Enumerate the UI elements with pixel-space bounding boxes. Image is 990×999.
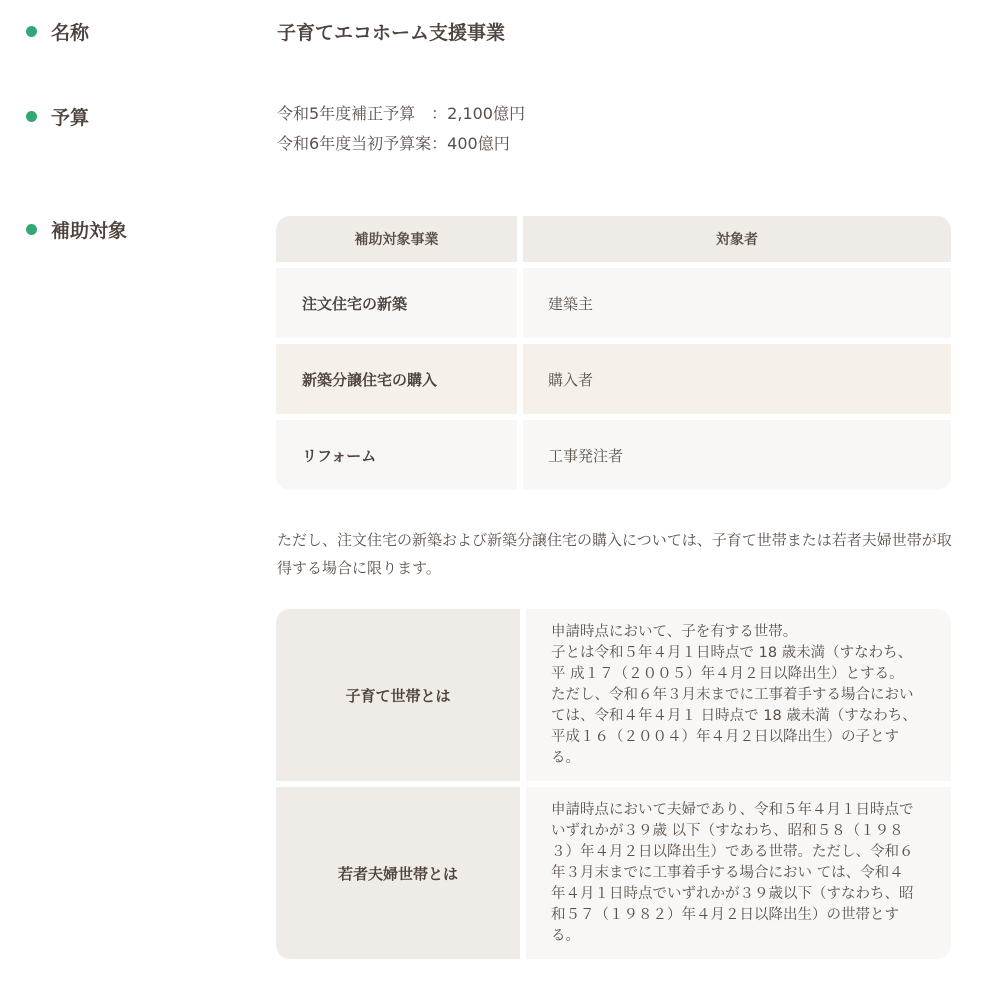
table-cell-person: 購入者: [520, 341, 951, 417]
definition-line: 年３月末までに工事着手する場合におい ては、令和４: [551, 865, 904, 881]
section-label-name: [26, 18, 89, 45]
definition-line: 平成１６（２００４）年４月２日以降出生）の子とす: [551, 729, 899, 745]
definition-line: 申請時点において、子を有する世帯。: [551, 624, 798, 640]
table-header-person: 対象者: [520, 216, 951, 265]
budget-lines: [277, 99, 525, 159]
definition-table: [276, 609, 951, 959]
table-row: [276, 417, 951, 490]
table-cell-project: 注文住宅の新築: [276, 265, 520, 341]
name-value: [277, 18, 505, 45]
definition-line: ３）年４月２日以降出生）である世帯。ただし、令和６: [551, 844, 914, 860]
definition-line: る。: [551, 750, 580, 766]
table-cell-person: 工事発注者: [520, 417, 951, 490]
bullet-dot-icon: [26, 111, 37, 122]
table-cell-project: リフォーム: [276, 417, 520, 490]
section-label-text: 予算: [51, 107, 90, 129]
target-table: [276, 216, 951, 490]
definition-text: [520, 787, 951, 959]
table-cell-person: 建築主: [520, 265, 951, 341]
table-row: [276, 265, 951, 341]
bullet-dot-icon: [26, 26, 37, 37]
section-label-text: 補助対象: [51, 220, 128, 242]
table-cell-project: 新築分譲住宅の購入: [276, 341, 520, 417]
definition-line: ただし、令和６年３月末までに工事着手する場合におい: [551, 687, 914, 703]
project-name: 子育てエコホーム支援事業: [277, 22, 506, 44]
table-row: [276, 341, 951, 417]
definition-line: ては、令和４年４月１ 日時点で 18 歳未満（すなわち、: [551, 708, 917, 724]
section-label-budget: [26, 103, 89, 130]
definition-row-young-couple: [276, 781, 951, 959]
target-note: ただし、注文住宅の新築および新築分譲住宅の購入については、子育て世帯または若者夫婦世帯が取得する場合に限ります。: [277, 531, 952, 577]
definition-line: 申請時点において夫婦であり、令和５年４月１日時点で: [551, 802, 914, 818]
definition-line: 子とは令和５年４月１日時点で 18 歳未満（すなわち、: [551, 645, 913, 661]
definition-row-child-household: [276, 609, 951, 781]
definition-term: 子育て世帯とは: [276, 609, 520, 781]
definition-text: [520, 609, 951, 781]
definition-line: 和５７（１９８２）年４月２日以降出生）の世帯とす: [551, 907, 899, 923]
definition-term: 若者夫婦世帯とは: [276, 787, 520, 959]
section-label-target: [26, 216, 127, 243]
definition-line: 年４月１日時点でいずれかが３９歳以下（すなわち、昭: [551, 886, 914, 902]
table-header-project: 補助対象事業: [276, 216, 520, 265]
section-label-text: 名称: [51, 22, 90, 44]
budget-line-supplementary: 令和5年度補正予算 ：2,100億円: [277, 104, 525, 123]
definition-line: 平 成１７（２００５）年４月２日以降出生）とする。: [551, 666, 904, 682]
definition-line: る。: [551, 928, 580, 944]
budget-line-initial: 令和6年度当初予算案：400億円: [277, 134, 510, 153]
definition-line: いずれかが３９歳 以下（すなわち、昭和５８（１９８: [551, 823, 904, 839]
bullet-dot-icon: [26, 224, 37, 235]
